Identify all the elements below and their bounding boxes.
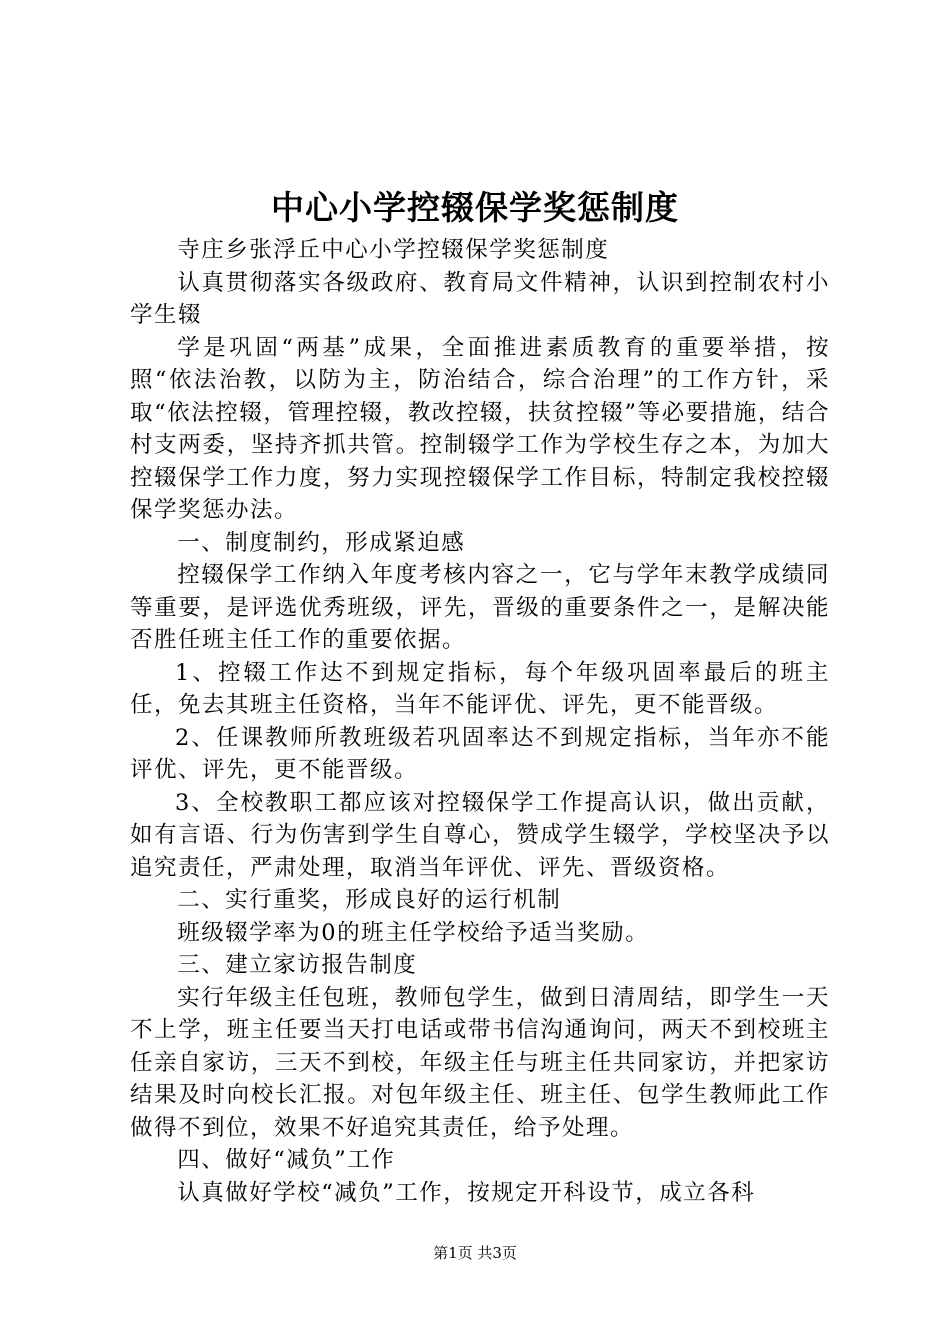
section-heading-2: 二、实行重奖，形成良好的运行机制: [177, 887, 562, 913]
list-item-1: 1、控辍工作达不到规定指标，每个年级巩固率最后的班主任，免去其班主任资格，当年不能评优、评先，更不能晋级。: [130, 659, 830, 718]
section-heading-1: 一、制度制约，形成紧迫感: [177, 529, 466, 556]
section-heading-4: 四、做好“减负”工作: [177, 1147, 396, 1173]
paragraph-subtitle: 寺庄乡张浮丘中心小学控辍保学奖惩制度: [177, 237, 610, 263]
paragraph-section-4: 认真做好学校“减负”工作，按规定开科设节，成立各科: [177, 1179, 756, 1206]
list-item-2: 2、任课教师所教班级若巩固率达不到规定指标，当年亦不能评优、评先，更不能晋级。: [130, 724, 830, 783]
paragraph-section-2: 班级辍学率为0的班主任学校给予适当奖励。: [177, 919, 650, 946]
document-title: 中心小学控辍保学奖惩制度: [271, 188, 679, 227]
document-body: [130, 234, 830, 1209]
paragraph-section-3: 实行年级主任包班，教师包学生，做到日清周结，即学生一天不上学，班主任要当天打电话或带书信沟通询问，两天不到校班主任亲自家访，三天不到校，年级主任与班主任共同家访，并把家访结果及时向校长汇报。对包年级主任、班主任、包学生教师此工作做得不到位，效果不好追究其责任，给予处理。: [130, 984, 830, 1141]
paragraph-section-1: 控辍保学工作纳入年度考核内容之一，它与学年末教学成绩同等重要，是评选优秀班级，评先，晋级的重要条件之一，是解决能否胜任班主任工作的重要依据。: [130, 562, 830, 653]
section-heading-3: 三、建立家访报告制度: [177, 952, 418, 978]
page-footer: 第1页 共3页: [433, 1244, 517, 1262]
paragraph-intro: 认真贯彻落实各级政府、教育局文件精神，认识到控制农村小学生辍: [130, 269, 830, 328]
list-item-3: 3、全校教职工都应该对控辍保学工作提高认识，做出贡献，如有言语、行为伤害到学生自尊心，赞成学生辍学，学校坚决予以追究责任，严肃处理，取消当年评优、评先、晋级资格。: [130, 789, 830, 881]
paragraph-purpose: 学是巩固“两基”成果，全面推进素质教育的重要举措，按照“依法治教，以防为主，防治结合，综合治理”的工作方针，采取“依法控辍，管理控辍，教改控辍，扶贫控辍”等必要措施，结合村支两委，坚持齐抓共管。控制辍学工作为学校生存之本，为加大控辍保学工作力度，努力实现控辍保学工作目标，特制定我校控辍保学奖惩办法。: [130, 334, 830, 523]
